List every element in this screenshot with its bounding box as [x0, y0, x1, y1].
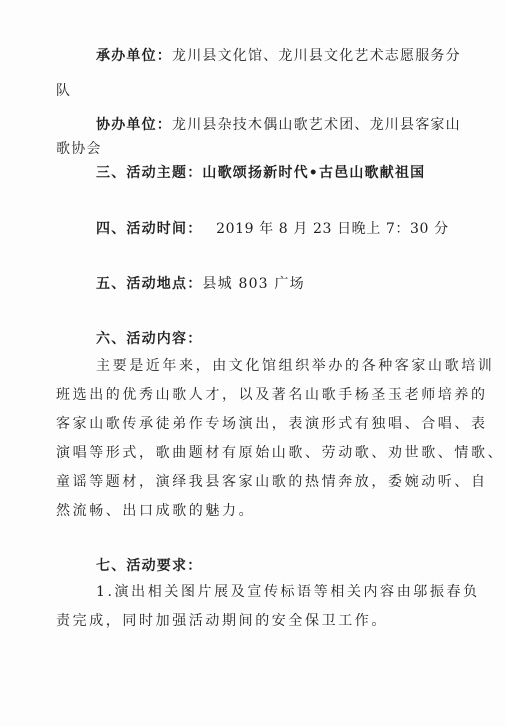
organizer-value: 龙川县文化馆、龙川县文化艺术志愿服务分 [172, 48, 461, 64]
time-line [96, 220, 449, 238]
theme-value: 山歌颂扬新时代•古邑山歌献祖国 [202, 165, 426, 181]
time-value: 2019 年 8 月 23 日晚上 7：30 分 [216, 221, 449, 237]
co-organizer-continuation: 歌协会 [56, 141, 102, 157]
requirements-title: 七、活动要求： [96, 558, 203, 574]
requirements-line-2: 责完成，同时加强活动期间的安全保卫工作。 [56, 613, 388, 629]
theme-label: 三、活动主题： [96, 165, 203, 181]
organizer-label: 承办单位： [96, 48, 172, 64]
co-organizer-line [96, 116, 461, 134]
content-line-1: 主要是近年来，由文化馆组织举办的各种客家山歌培训 [96, 358, 495, 374]
content-title: 六、活动内容： [96, 331, 203, 347]
requirements-line-1: 1.演出相关图片展及宣传标语等相关内容由邬振春负 [96, 584, 480, 600]
content-line-6: 然流畅、出口成歌的魅力。 [56, 503, 256, 519]
time-label: 四、活动时间： [96, 221, 203, 237]
content-line-5: 童谣等题材，演绎我县客家山歌的热情奔放，委婉动听、自 [56, 474, 488, 490]
organizer-continuation: 队 [56, 83, 72, 99]
content-line-3: 客家山歌传承徒弟作专场演出，表演形式有独唱、合唱、表 [56, 416, 488, 432]
content-line-2: 班选出的优秀山歌人才，以及著名山歌手杨圣玉老师培养的 [56, 387, 488, 403]
co-organizer-value: 龙川县杂技木偶山歌艺术团、龙川县客家山 [172, 117, 461, 133]
place-line [96, 275, 305, 293]
co-organizer-label: 协办单位： [96, 117, 172, 133]
theme-line [96, 164, 425, 182]
organizer-line [96, 47, 461, 65]
place-label: 五、活动地点： [96, 276, 203, 292]
place-value: 县城 803 广场 [202, 276, 305, 292]
content-line-4: 演唱等形式，歌曲题材有原始山歌、劳动歌、劝世歌、情歌、 [56, 445, 505, 461]
